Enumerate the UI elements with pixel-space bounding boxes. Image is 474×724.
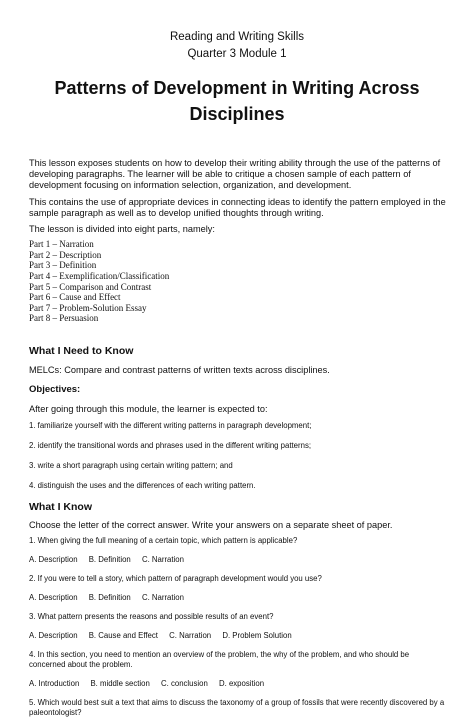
section-heading-need-to-know: What I Need to Know [29,344,134,357]
list-item: 1. familiarize yourself with the different writing patterns in paragraph development; [29,420,312,430]
list-item: Part 8 – Persuasion [29,313,99,324]
header [0,29,474,127]
question-2: 2. If you were to tell a story, which pattern of paragraph development would you use? [29,574,322,584]
intro-paragraph-1: This lesson exposes students on how to develop their writing ability through the use of the patterns of developing paragraphs. The learner will be able to critique a chosen sample of each pattern of development focusing on information selection, organization, and development. [29,158,441,191]
intro-paragraph-3: The lesson is divided into eight parts, namely: [29,224,215,235]
quarter-module: Quarter 3 Module 1 [187,48,287,60]
list-item: Part 7 – Problem-Solution Essay [29,302,147,313]
choice-a: A. Description [29,631,78,641]
page-title [0,75,474,127]
document-body [29,158,447,718]
question-3: 3. What pattern presents the reasons and possible results of an event? [29,612,274,622]
section-heading-what-i-know: What I Know [29,500,92,513]
melcs-text: MELCs: Compare and contrast patterns of written texts across disciplines. [29,365,330,376]
question-3-choices [29,631,447,641]
choice-d: D. Problem Solution [222,631,292,641]
choice-b: B. middle section [90,679,150,689]
choice-a: A. Description [29,555,78,565]
list-item: 4. distinguish the uses and the differences of each writing pattern. [29,480,256,490]
question-1: 1. When giving the full meaning of a certain topic, which pattern is applicable? [29,536,298,546]
question-4: 4. In this section, you need to mention an overview of the problem, the why of the problem, and who should be concerned about the problem. [29,650,410,670]
intro-paragraph-2: This contains the use of appropriate devices in connecting ideas to identify the pattern employed in the sample paragraph as well as to develop unified thoughts through writing. [29,196,446,218]
choice-c: C. Narration [141,555,184,565]
instructions-text: Choose the letter of the correct answer. Write your answers on a separate sheet of paper. [29,519,393,530]
choice-a: A. Description [29,593,78,603]
list-item: Part 6 – Cause and Effect [29,292,121,303]
choice-b: B. Definition [88,555,131,565]
choice-c: C. conclusion [161,679,208,689]
choice-c: C. Narration [169,631,212,641]
parts-list [29,239,447,324]
subject-title: Reading and Writing Skills [169,31,305,43]
objectives-list [29,421,447,491]
question-5: 5. Which would best suit a text that aims to discuss the taxonomy of a group of fossils that were recently discovered by a paleontologist? [29,698,445,718]
list-item: Part 5 – Comparison and Contrast [29,281,152,292]
question-1-choices [29,555,447,565]
objectives-heading: Objectives: [29,384,81,396]
choice-a: A. Introduction [29,679,80,689]
choice-b: B. Definition [88,593,131,603]
choice-b: B. Cause and Effect [88,631,158,641]
objectives-intro: After going through this module, the learner is expected to: [29,403,268,414]
list-item: Part 2 – Description [29,249,102,260]
question-2-choices [29,593,447,603]
list-item: Part 3 – Definition [29,260,97,271]
title-line-2: Disciplines [189,104,285,124]
choice-c: C. Narration [141,593,184,603]
title-line-1: Patterns of Development in Writing Across [54,78,420,98]
list-item: Part 4 – Exemplification/Classification [29,271,170,281]
quiz-questions [29,536,447,718]
list-item: Part 1 – Narration [29,239,94,250]
choice-d: D. exposition [218,679,265,689]
list-item: 2. identify the transitional words and phrases used in the different writing patterns; [29,440,312,450]
question-4-choices [29,679,447,689]
list-item: 3. write a short paragraph using certain writing pattern; and [29,460,233,470]
